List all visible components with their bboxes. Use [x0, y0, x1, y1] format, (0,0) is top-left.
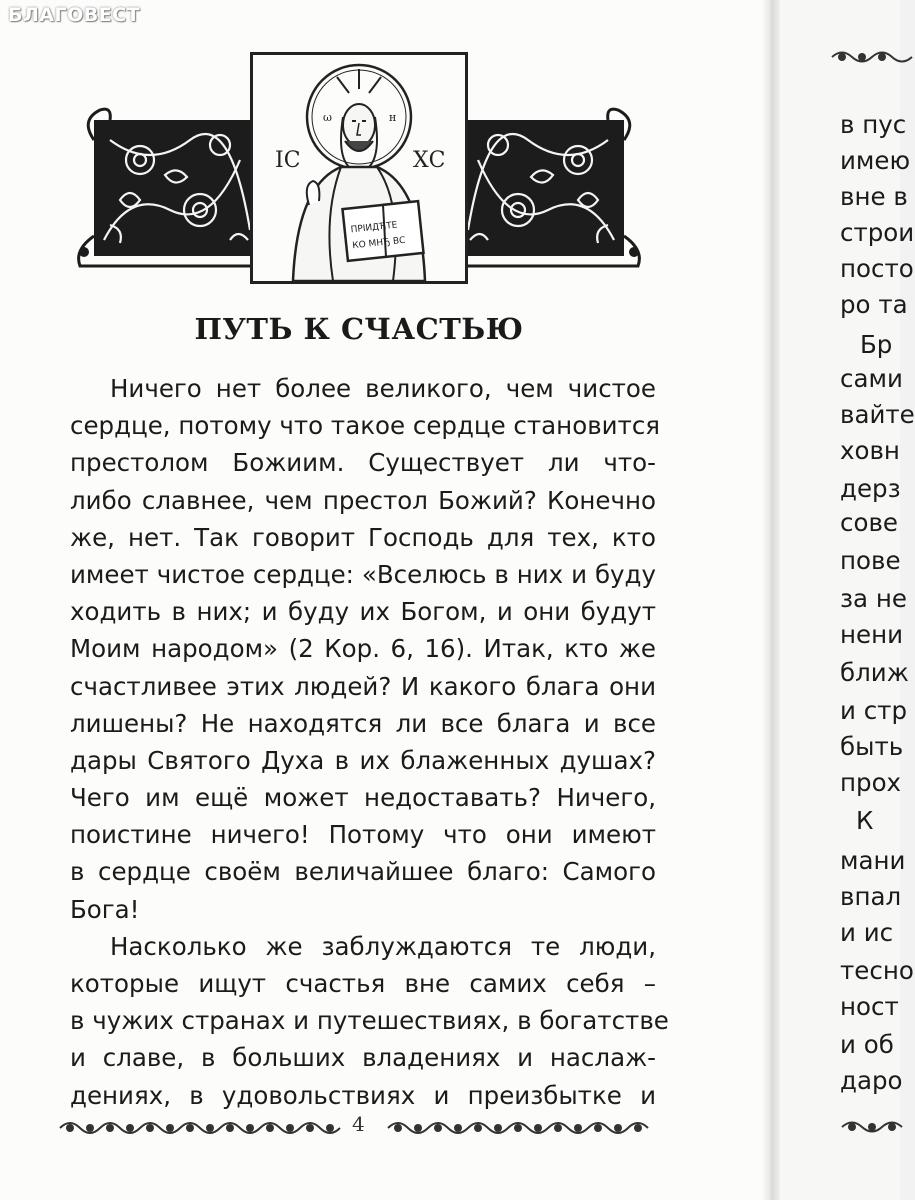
- text-line: имеет чистое сердце: «Вселюсь в них и буду: [70, 559, 656, 589]
- footer-ornament-right: [388, 1118, 650, 1138]
- text-line: Бога!: [70, 894, 140, 924]
- right-page-line: и ис: [840, 918, 894, 947]
- text-line: Моим народом» (2 Кор. 6, 16). Итак, кто же: [70, 634, 656, 664]
- right-page-line: вне в: [840, 182, 908, 211]
- right-page-line: имею: [840, 146, 911, 175]
- icon-letters-left: ІС: [275, 148, 301, 173]
- right-page-line: посто: [840, 254, 914, 283]
- right-page-line: и стр: [840, 696, 908, 725]
- book-text-line2: КО МНЂ ВС: [351, 235, 406, 252]
- halo-letter-right: н: [389, 111, 397, 124]
- text-line: дениях, в удовольствиях и преизбытке и: [70, 1080, 656, 1110]
- right-page-line: ховн: [840, 436, 900, 465]
- page-number: 4: [352, 1112, 365, 1136]
- right-page-line: прох: [840, 768, 902, 797]
- right-page-line: ближ: [840, 658, 909, 687]
- right-page-line: ност: [840, 992, 899, 1021]
- right-page-line: Бр: [860, 330, 893, 359]
- text-line: которые ищут счастья вне самих себя –: [70, 969, 656, 998]
- text-line: Насколько же заблуждаются те люди,: [110, 931, 656, 961]
- right-page-line: впал: [840, 882, 902, 911]
- book-text-line1: ПРІИДЂТЕ: [350, 220, 398, 236]
- right-page-line: в пус: [840, 110, 907, 139]
- right-page-top-ornament: [832, 46, 902, 68]
- icon-letters-right: ХС: [413, 148, 446, 173]
- right-page-line: сове: [840, 508, 898, 537]
- body-text: [70, 370, 669, 1114]
- text-line: же, нет. Так говорит Господь для тех, кто: [70, 522, 656, 552]
- text-line: и славе, в больших владениях и наслаж-: [70, 1043, 656, 1073]
- footer-ornament-left: [60, 1118, 340, 1138]
- watermark: БЛАГОВЕСТ: [8, 4, 141, 26]
- floral-ornament-left: [70, 100, 258, 268]
- text-line: Чего им ещё может недоставать? Ничего,: [70, 783, 656, 813]
- right-page-line: строи: [840, 218, 915, 247]
- right-page-line: тесно: [840, 956, 914, 985]
- right-page-bottom-ornament: [842, 1116, 902, 1138]
- text-line: дары Святого Духа в их блаженных душах?: [70, 745, 656, 775]
- right-page-line: вайте: [840, 400, 915, 429]
- halo-letter-left: ω: [323, 111, 332, 124]
- right-page-line: дерз: [840, 474, 901, 503]
- text-line: Ничего нет более великого, чем чистое: [110, 374, 656, 403]
- text-line: счастливее этих людей? И какого блага они: [70, 671, 656, 701]
- text-line: либо славнее, чем престол Божий? Конечно: [70, 485, 656, 515]
- right-page-line: даро: [840, 1066, 903, 1095]
- page-footer: [60, 1112, 650, 1142]
- text-line: престолом Божиим. Существует ли что-: [70, 448, 656, 478]
- book-gutter: [762, 0, 780, 1200]
- floral-ornament-right: [460, 100, 648, 268]
- text-line: в сердце своём величайшее благо: Самого: [70, 857, 656, 887]
- right-page-line: сами: [840, 364, 903, 393]
- right-page-line: быть: [840, 732, 904, 761]
- christ-pantocrator-icon: [250, 52, 468, 284]
- text-line: в чужих странах и путешествиях, в богатстве: [70, 1006, 669, 1036]
- right-page-line: ро та: [840, 290, 908, 319]
- right-page-line: за не: [840, 584, 907, 613]
- right-page-line: пове: [840, 546, 901, 575]
- text-line: сердце, потому что такое сердце становится: [70, 411, 661, 441]
- right-page-line: мани: [840, 846, 906, 875]
- text-line: поистине ничего! Потому что они имеют: [70, 820, 656, 850]
- right-page-line: нени: [840, 620, 904, 649]
- chapter-title: ПУТЬ К СЧАСТЬЮ: [194, 312, 524, 346]
- right-page-line: и об: [840, 1030, 894, 1059]
- text-line: ходить в них; и буду их Богом, и они будут: [70, 597, 656, 627]
- text-line: лишены? Не находятся ли все блага и все: [70, 708, 656, 738]
- right-page-line: К: [856, 806, 874, 835]
